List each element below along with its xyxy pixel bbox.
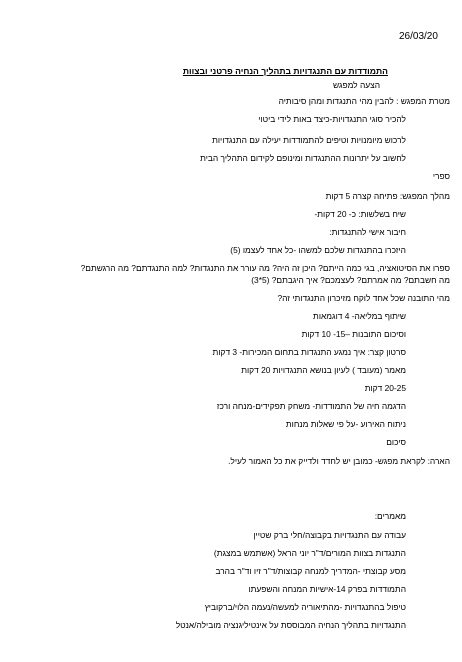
document-date: 26/03/20 [399, 31, 438, 42]
flow-line-triads: שיח בשלשות: כ- 20 דקות- [314, 209, 406, 219]
goal-line-2: להכיר סוגי התנגדויות-כיצד באות לידי ביטוי [258, 114, 406, 124]
flow-line-insight: מהי התובנה שכל אחד לוקח מזיכרון התנגדותי זה? [277, 293, 450, 303]
proposal-label: הצעה למפגש [333, 80, 380, 90]
goal-line-4: לחשוב על יתרונות ההתנגדות ומינופם לקידום התהליך הבית [200, 153, 406, 163]
flow-line-video: סרטון קצר: איך נמגע התנגדות בתחום המכירות- 3 דקות [212, 347, 406, 357]
flow-line-story-1: ספרו את הסיטואציה, בגי כמה הייתם? היכן זה היה? מה עורר את התנגדות? למה התנגדתם? מה הרגשתם? [80, 263, 450, 273]
flow-line-summary: וסיכום התובנות –15- 10 דקות [301, 329, 406, 339]
flow-line-analysis: ניתוח האירוע -על פי שאלות מנחות [285, 419, 406, 429]
meeting-flow-line: מהלך המפגש: פתיחה קצרה 5 דקות [325, 191, 450, 201]
article-item-5: טיפול בהתנגדויות -מהתיאוריה למעשה/נעמה הלוי/ברקוביץ [204, 602, 406, 612]
article-item-2: התנגדות בצוות המורים/ד"ר יוני הראל (אשתמש במצגת) [213, 548, 406, 558]
flow-line-minutes: 20-25 דקות [364, 383, 406, 393]
document-title: התמודדות עם התנגדויות בתהליך הנחיה פרטני ובצוות [182, 66, 388, 76]
goal-line-3: לרכוש מיומנויות וטיפים להתמודדות יעילה עם התנגדויות [212, 135, 406, 145]
goal-line-5: ספרי [432, 171, 450, 181]
flow-line-recall: היזכרו בהתנגדות שלכם למשהו -כל אחד לעצמו (5) [230, 245, 406, 255]
flow-line-article: מאמר (מעובד ) לעיון בנושא התנגדויות 20 דקות [241, 365, 406, 375]
articles-heading: מאמרים: [374, 511, 406, 521]
flow-line-personal: חיבור אישי להתנגדות: [329, 227, 406, 237]
article-item-3: מסע קבוצתי -המדריך למנחה קבוצות/ד"ר זיו וד"ר בהרב [215, 566, 406, 576]
article-item-4: התמודדות בפרק 14-אישיות המנחה והשפעתו [248, 584, 406, 594]
article-item-1: עבודה עם התנגדויות בקבוצה/חלי ברק שטיין [253, 530, 406, 540]
article-item-6: התנגדויות בתהליך הנחיה המבוססת על אינטיליגנציה מובילה/אנטל [175, 620, 406, 630]
flow-line-closing: סיכום [386, 437, 406, 447]
flow-line-share: שיתוף במליאה- 4 דוגמאות [313, 311, 406, 321]
meeting-goal-line: מטרת המפגש : להבין מהי התנגדות ומהן סיבותיה [278, 96, 450, 106]
flow-line-story-2: מה חשבתם? מה אמרתם? לעצמכם? איך היגבתם? (5*3) [251, 275, 450, 285]
flow-line-roleplay: הדגמה חיה של התמודדות- משחק תפקידים-מנחה ורכז [216, 401, 406, 411]
note-line: הארה: לקראת מפגש- כמובן יש לחדד ולדייק את כל האמור לעיל. [228, 456, 450, 466]
